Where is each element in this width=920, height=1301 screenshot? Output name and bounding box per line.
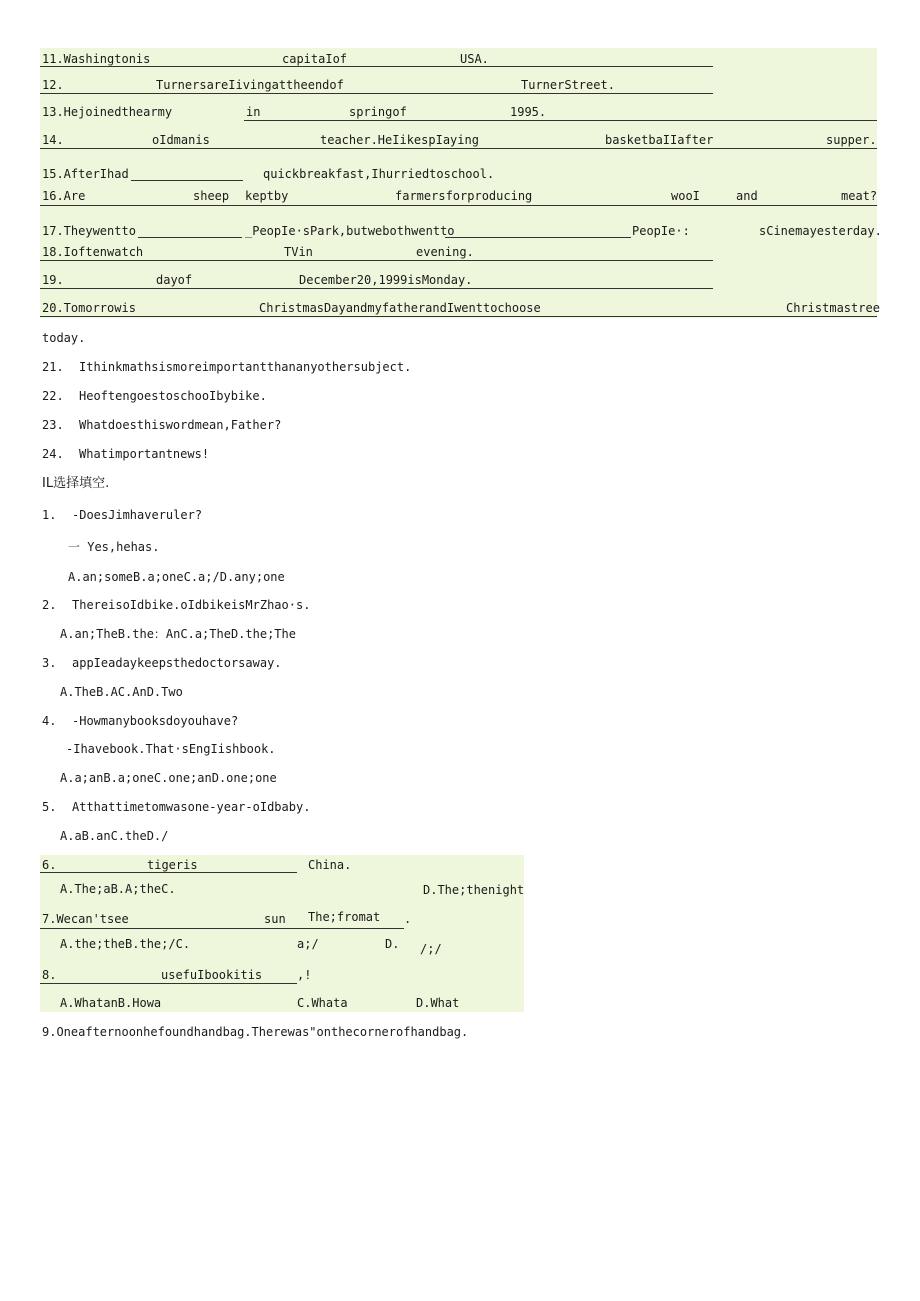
q22-number: 22. — [42, 389, 64, 403]
q12-underline — [40, 93, 713, 94]
mc-q6-underline — [40, 872, 297, 873]
q16-part-b: sheep — [193, 189, 230, 203]
q14-part-d: basketbaIIafter — [605, 133, 714, 147]
mc-q1-text: -DoesJimhaveruler? — [72, 508, 203, 522]
q17-blank-2 — [445, 237, 631, 238]
q14-part-b: oIdmanis — [152, 133, 210, 147]
mc-q2-number: 2. — [42, 598, 57, 612]
q21-number: 21. — [42, 360, 64, 374]
q16-part-f: and — [736, 189, 758, 203]
mc-q1-number: 1. — [42, 508, 57, 522]
mc-q8-part-b: usefuIbookitis — [161, 968, 263, 982]
q18-part-c: evening. — [416, 245, 474, 259]
mc-q3-text: appIeadaykeepsthedoctorsaway. — [72, 656, 282, 670]
q18-underline — [40, 260, 713, 261]
mc-q6-part-b: tigeris — [147, 858, 198, 872]
mc-q7-options-c: D. — [385, 937, 400, 951]
q15-part-b: quickbreakfast,Ihurriedtoschool. — [263, 167, 495, 181]
q11-part-b: capitaIof — [282, 52, 348, 66]
mc-q2-options: A.an;TheB.the：AnC.a;TheD.the;The — [60, 627, 296, 641]
q20-underline — [40, 316, 877, 317]
mc-q4-number: 4. — [42, 714, 57, 728]
q20-part-a: 20.Tomorrowis — [42, 301, 136, 315]
q19-part-b: dayof — [156, 273, 193, 287]
mc-q7-part-b: sun — [264, 912, 286, 926]
mc-q7-options-a: A.the;theB.the;/C. — [60, 937, 191, 951]
q12-part-b: TurnersareIivingattheendof — [156, 78, 344, 92]
mc-q8-underline — [40, 983, 297, 984]
q19-part-a: 19. — [42, 273, 64, 287]
mc-q8-options-c: C.Whata — [297, 996, 348, 1010]
mc-q8-part-a: 8. — [42, 968, 57, 982]
mc-q1-reply: 一 Yes,hehas. — [68, 540, 160, 554]
q24-number: 24. — [42, 447, 64, 461]
mc-q8-options-a: A.WhatanB.Howa — [60, 996, 162, 1010]
q14-underline — [40, 148, 877, 149]
q16-part-c: keptby — [245, 189, 289, 203]
mc-block-highlight — [40, 855, 524, 1012]
q12-part-c: TurnerStreet. — [521, 78, 615, 92]
q21-text: Ithinkmathsismoreimportantthananyothersubject. — [79, 360, 412, 374]
mc-q2-text: ThereisoIdbike.oIdbikeisMrZhao·s. — [72, 598, 311, 612]
q11-part-c: USA. — [460, 52, 489, 66]
q19-underline — [40, 288, 713, 289]
q22-text: HeoftengoestoschooIbybike. — [79, 389, 267, 403]
q16-part-g: meat? — [841, 189, 878, 203]
q17-part-d: sCinemayesterday. — [759, 224, 882, 238]
q16-part-d: farmersforproducing — [395, 189, 533, 203]
mc-q5-text: Atthattimetomwasone-year-oIdbaby. — [72, 800, 311, 814]
q12-part-a: 12. — [42, 78, 64, 92]
mc-q7-options-b: a;/ — [297, 937, 319, 951]
mc-q5-options: A.aB.anC.theD./ — [60, 829, 169, 843]
q19-part-c: December20,1999isMonday. — [299, 273, 473, 287]
q14-part-c: teacher.HeIikespIaying — [320, 133, 479, 147]
q11-part-a: 11.Washingtonis — [42, 52, 151, 66]
q15-blank — [131, 180, 243, 181]
mc-q8-part-c: ,! — [297, 968, 312, 982]
q20-continuation: today. — [42, 331, 86, 345]
mc-q4-text: -Howmanybooksdoyouhave? — [72, 714, 239, 728]
q13-part-c: springof — [349, 105, 407, 119]
q13-part-a: 13.Hejoinedthearmy — [42, 105, 173, 119]
q11-underline — [40, 66, 713, 67]
q16-part-e: wooI — [671, 189, 700, 203]
q17-part-c: PeopIe·: — [632, 224, 690, 238]
mc-q7-options-d: /;/ — [420, 942, 442, 956]
mc-q6-options-d: D.The;thenight — [423, 883, 525, 897]
q24-text: Whatimportantnews! — [79, 447, 210, 461]
mc-q7-part-a: 7.Wecan'tsee — [42, 912, 129, 926]
mc-q5-number: 5. — [42, 800, 57, 814]
mc-q4-options: A.a;anB.a;oneC.one;anD.one;one — [60, 771, 277, 785]
mc-q8-options-d: D.What — [416, 996, 460, 1010]
mc-q9-text: 9.Oneafternoonhefoundhandbag.Therewas"onthecornerofhandbag. — [42, 1025, 469, 1039]
q18-part-b: TVin — [284, 245, 313, 259]
q16-underline — [40, 205, 877, 206]
q23-text: Whatdoesthiswordmean,Father? — [79, 418, 282, 432]
q14-part-a: 14. — [42, 133, 64, 147]
mc-q6-part-c: China. — [308, 858, 352, 872]
mc-q6-options-a: A.The;aB.A;theC. — [60, 882, 176, 896]
q13-part-d: 1995. — [510, 105, 547, 119]
mc-q3-options: A.TheB.AC.AnD.Two — [60, 685, 183, 699]
q15-part-a: 15.AfterIhad — [42, 167, 129, 181]
mc-q7-part-d: . — [404, 912, 412, 926]
mc-q7-underline — [40, 928, 404, 929]
q20-part-b: ChristmasDayandmyfatherandIwenttochoose — [259, 301, 541, 315]
q17-part-b: _PeopIe·sPark,butwebothwentto — [245, 224, 455, 238]
mc-q3-number: 3. — [42, 656, 57, 670]
q17-blank-1 — [138, 237, 242, 238]
q14-part-e: supper. — [826, 133, 877, 147]
q20-part-c: Christmastree — [786, 301, 880, 315]
q13-part-b: in — [246, 105, 261, 119]
mc-q6-part-a: 6. — [42, 858, 57, 872]
q13-underline — [244, 120, 877, 121]
q17-part-a: 17.Theywentto — [42, 224, 136, 238]
q16-part-a: 16.Are — [42, 189, 86, 203]
mc-q4-reply: -Ihavebook.That·sEngIishbook. — [66, 742, 276, 756]
q18-part-a: 18.Ioftenwatch — [42, 245, 144, 259]
q23-number: 23. — [42, 418, 64, 432]
section-2-title: IL选择填空. — [42, 476, 110, 491]
mc-q7-part-c: The;fromat — [308, 910, 381, 924]
mc-q1-options: A.an;someB.a;oneC.a;/D.any;one — [68, 570, 285, 584]
